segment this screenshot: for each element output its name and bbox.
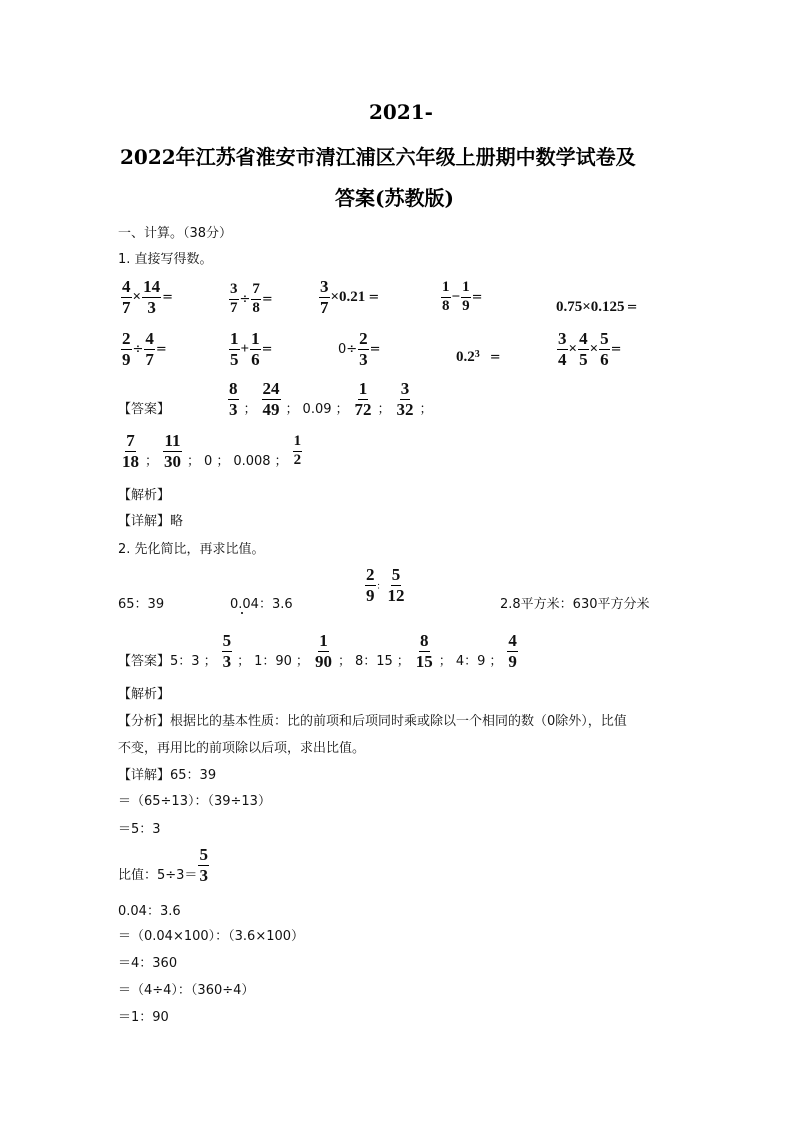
q2-item-3: $\frac{2}{9}$ ： $\frac{5}{12}$ bbox=[366, 565, 405, 605]
q2-item-4: 2.8平方米：630平方分米 bbox=[500, 597, 650, 612]
calc-r2-5: $\frac{3}{4}$ × $\frac{4}{5}$ × $\frac{5}{6}$ = bbox=[558, 329, 622, 369]
fraction: $\frac{1}{2}$ bbox=[293, 433, 302, 468]
title-line-1: 2021- bbox=[369, 100, 433, 124]
ratio-value: 比值：5÷3＝ $\frac{5}{3}$ bbox=[118, 845, 208, 885]
fraction: $\frac{3}{32}$ bbox=[396, 379, 414, 419]
fraction: $\frac{1}{8}$ bbox=[442, 279, 450, 314]
fraction: $\frac{3}{7}$ bbox=[230, 281, 238, 316]
fraction: $\frac{5}{3}$ bbox=[199, 845, 208, 885]
fraction: $\frac{2}{3}$ bbox=[359, 329, 368, 369]
fraction: $\frac{24}{49}$ bbox=[262, 379, 280, 419]
calc-r2-1: $\frac{2}{9}$ ÷ $\frac{4}{7}$ = bbox=[122, 329, 167, 369]
analysis-2-line-2: 不变，再用比的前项除以后项，求出比值。 bbox=[118, 741, 366, 756]
fraction: $\frac{1}{6}$ bbox=[251, 329, 260, 369]
q2-item-2-dot bbox=[241, 612, 243, 614]
detail-3-line-4: ＝（4÷4）：（360÷4） bbox=[118, 983, 255, 998]
analysis-2-line-1: 【分析】根据比的基本性质：比的前项和后项同时乘或除以一个相同的数（0除外），比值 bbox=[118, 714, 627, 729]
fraction: $\frac{7}{8}$ bbox=[252, 281, 260, 316]
answer-label: 【答案】 bbox=[118, 401, 171, 417]
fraction: $\frac{2}{9}$ bbox=[366, 565, 375, 605]
detail-1: 【详解】略 bbox=[118, 514, 184, 529]
fraction: $\frac{4}{9}$ bbox=[508, 631, 517, 671]
fraction: $\frac{7}{18}$ bbox=[122, 431, 139, 471]
fraction: $\frac{1}{5}$ bbox=[230, 329, 239, 369]
calc-r2-4: 0.2 3 = bbox=[456, 349, 501, 365]
calc-r2-2: $\frac{1}{5}$ + $\frac{1}{6}$ = bbox=[230, 329, 273, 369]
section-heading: 一、计算。（38分） bbox=[118, 226, 233, 241]
answer-1-line-1: 【答案】 $\frac{8}{3}$ ； $\frac{24}{49}$ ； 0.09 ； $\frac{1}{72}$ ； $\frac{3}{32}$ ； bbox=[118, 379, 433, 419]
question-1-label: 1. 直接写得数。 bbox=[118, 252, 213, 267]
calc-r2-3: 0÷ $\frac{2}{3}$ = bbox=[338, 329, 381, 369]
fraction: $\frac{4}{7}$ bbox=[122, 277, 131, 317]
answer-2: 【答案】 5：3 ； $\frac{5}{3}$ ； 1：90 ； $\frac{1}{90}$ ； 8：15 ； $\frac{8}{15}$ ； 4：9 ； $\frac{4}{9}$ bbox=[118, 631, 517, 671]
question-2-label: 2. 先化简比，再求比值。 bbox=[118, 542, 265, 557]
detail-3-line-2: ＝（0.04×100）：（3.6×100） bbox=[118, 929, 305, 944]
calc-r1-2: $\frac{3}{7}$ ÷ $\frac{7}{8}$ = bbox=[230, 281, 273, 316]
calc-r1-3: $\frac{3}{7}$ ×0.21 = bbox=[320, 277, 380, 317]
fraction: $\frac{5}{6}$ bbox=[600, 329, 609, 369]
calc-r1-4: $\frac{1}{8}$ − $\frac{1}{9}$ = bbox=[442, 279, 483, 314]
detail-3-line-3: ＝4：360 bbox=[118, 956, 178, 971]
calc-r1-5: 0.75×0.125 = bbox=[556, 299, 638, 315]
fraction: $\frac{2}{9}$ bbox=[122, 329, 131, 369]
detail-2-line-2: ＝（65÷13）：（39÷13） bbox=[118, 794, 271, 809]
answer-label: 【答案】 bbox=[118, 653, 171, 669]
fraction: $\frac{5}{3}$ bbox=[222, 631, 232, 671]
detail-3-line-1: 0.04：3.6 bbox=[118, 904, 181, 919]
title-line-3: 答案(苏教版) bbox=[335, 186, 454, 210]
fraction: $\frac{1}{72}$ bbox=[354, 379, 372, 419]
fraction: $\frac{11}{30}$ bbox=[164, 431, 182, 471]
q2-item-1: 65：39 bbox=[118, 597, 165, 612]
fraction: $\frac{8}{15}$ bbox=[415, 631, 433, 671]
analysis-2-label: 【解析】 bbox=[118, 687, 171, 702]
fraction: $\frac{14}{3}$ bbox=[143, 277, 161, 317]
calc-r1-1: $\frac{4}{7}$ × $\frac{14}{3}$ = bbox=[122, 277, 173, 317]
fraction: $\frac{1}{9}$ bbox=[462, 279, 470, 314]
detail-2-line-1: 【详解】65：39 bbox=[118, 768, 217, 783]
analysis-label: 【解析】 bbox=[118, 488, 171, 503]
q2-item-2: 0.04：3.6 bbox=[230, 597, 293, 612]
answer-1-line-2: $\frac{7}{18}$ ； $\frac{11}{30}$ ； 0 ； 0.008 ； $\frac{1}{2}$ bbox=[122, 431, 302, 471]
fraction: $\frac{4}{5}$ bbox=[579, 329, 588, 369]
fraction: $\frac{3}{7}$ bbox=[320, 277, 329, 317]
detail-2-line-3: ＝5：3 bbox=[118, 822, 161, 837]
title-line-2: 2022年江苏省淮安市清江浦区六年级上册期中数学试卷及 bbox=[120, 145, 636, 169]
fraction: $\frac{8}{3}$ bbox=[229, 379, 238, 419]
fraction: $\frac{1}{90}$ bbox=[314, 631, 332, 671]
fraction: $\frac{5}{12}$ bbox=[387, 565, 405, 605]
detail-3-line-5: ＝1：90 bbox=[118, 1010, 169, 1025]
fraction: $\frac{3}{4}$ bbox=[558, 329, 567, 369]
fraction: $\frac{4}{7}$ bbox=[145, 329, 154, 369]
